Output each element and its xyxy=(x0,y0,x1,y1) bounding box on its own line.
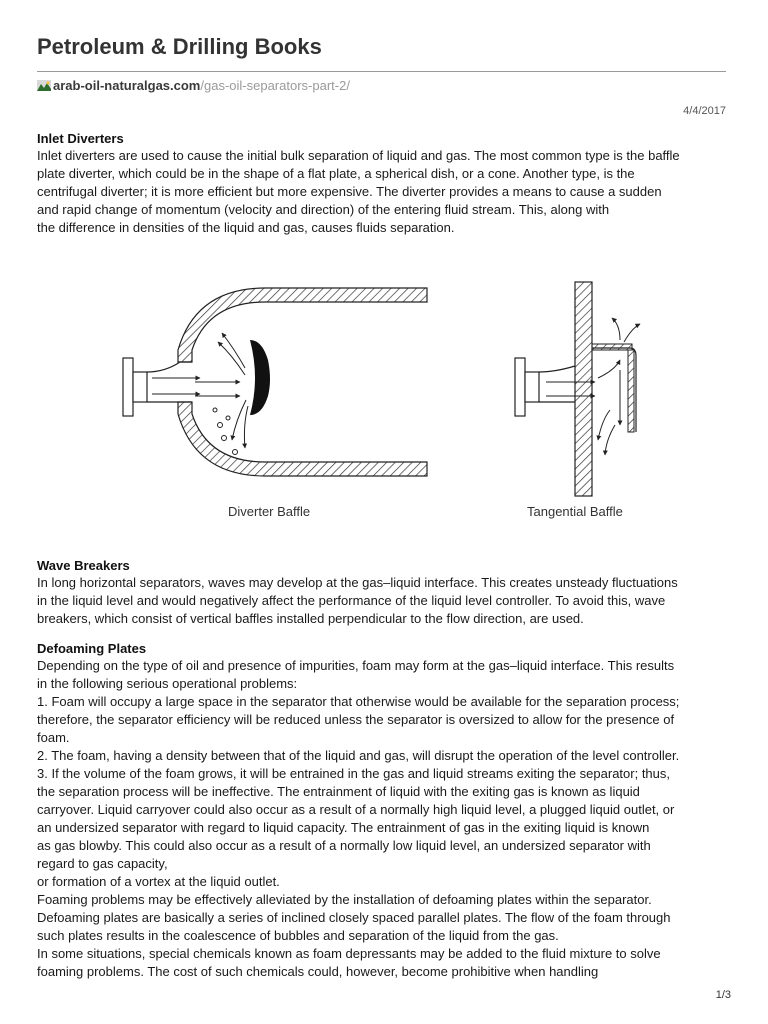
text-line: regard to gas capacity, xyxy=(37,856,168,871)
text-line: in the liquid level and would negatively affect the performance of the liquid level controller. To avoid this, wave xyxy=(37,593,666,608)
text-line: 3. If the volume of the foam grows, it will be entrained in the gas and liquid streams exiting the separator; thus, xyxy=(37,766,671,781)
page-number: 1/3 xyxy=(715,989,731,1001)
text-line: foam. xyxy=(37,730,70,745)
diverter-baffle-diagram xyxy=(123,288,427,476)
text-line: the separation process will be ineffective. The entrainment of liquid with the exiting gas is known as liquid xyxy=(37,784,640,799)
text-line: Foaming problems may be effectively alleviated by the installation of defoaming plates within the separator. xyxy=(37,892,652,907)
baffle-figure xyxy=(0,270,768,525)
text-line: foaming problems. The cost of such chemicals could, however, become prohibitive when handling xyxy=(37,964,599,979)
paragraph-defoaming-plates xyxy=(37,657,737,981)
caption-tangential-baffle: Tangential Baffle xyxy=(527,504,623,519)
text-line: Defoaming plates are basically a series of inclined closely spaced parallel plates. The flow of the foam through xyxy=(37,910,671,925)
paragraph-wave-breakers xyxy=(37,574,737,628)
text-line: In some situations, special chemicals known as foam depressants may be added to the fluid mixture to solve xyxy=(37,946,661,961)
paragraph-inlet-diverters xyxy=(37,147,737,237)
text-line: plate diverter, which could be in the shape of a flat plate, a spherical dish, or a cone. Another type, is the xyxy=(37,166,635,181)
publish-date: 4/4/2017 xyxy=(683,105,726,117)
source-domain[interactable]: arab-oil-naturalgas.com xyxy=(53,78,201,93)
title-divider xyxy=(37,71,726,72)
text-line: In long horizontal separators, waves may develop at the gas–liquid interface. This creates unsteady fluctuations xyxy=(37,575,678,590)
heading-defoaming-plates: Defoaming Plates xyxy=(37,641,147,656)
text-line: Inlet diverters are used to cause the initial bulk separation of liquid and gas. The most common type is the baffle xyxy=(37,148,680,163)
heading-wave-breakers: Wave Breakers xyxy=(37,558,130,573)
text-line: as gas blowby. This could also occur as a result of a normally low liquid level, an undersized separator with xyxy=(37,838,651,853)
text-line: breakers, which consist of vertical baffles installed perpendicular to the flow direction, are used. xyxy=(37,611,584,626)
text-line: 2. The foam, having a density between that of the liquid and gas, will disrupt the operation of the level controller. xyxy=(37,748,680,763)
text-line: an undersized separator with regard to liquid capacity. The entrainment of gas in the exiting liquid is known xyxy=(37,820,650,835)
text-line: the difference in densities of the liquid and gas, causes fluids separation. xyxy=(37,220,455,235)
source-link[interactable] xyxy=(37,78,350,93)
text-line: therefore, the separator efficiency will be reduced unless the separator is oversized to allow for the presence of xyxy=(37,712,675,727)
text-line: or formation of a vortex at the liquid outlet. xyxy=(37,874,280,889)
source-path[interactable]: /gas-oil-separators-part-2/ xyxy=(200,78,350,93)
page-title: Petroleum & Drilling Books xyxy=(37,34,322,59)
text-line: in the following serious operational problems: xyxy=(37,676,298,691)
tangential-baffle-diagram xyxy=(515,282,640,496)
landscape-icon xyxy=(37,80,51,91)
heading-inlet-diverters: Inlet Diverters xyxy=(37,131,124,146)
text-line: carryover. Liquid carryover could also occur as a result of a normally high liquid level, a plugged liquid outlet, or xyxy=(37,802,675,817)
text-line: and rapid change of momentum (velocity and direction) of the entering fluid stream. This, along with xyxy=(37,202,610,217)
text-line: Depending on the type of oil and presence of impurities, foam may form at the gas–liquid interface. This results xyxy=(37,658,675,673)
text-line: such plates results in the coalescence of bubbles and separation of the liquid from the gas. xyxy=(37,928,559,943)
text-line: 1. Foam will occupy a large space in the separator that otherwise would be available for the separation process; xyxy=(37,694,680,709)
text-line: centrifugal diverter; it is more efficient but more expensive. The diverter provides a means to cause a sudden xyxy=(37,184,662,199)
caption-diverter-baffle: Diverter Baffle xyxy=(228,504,311,519)
